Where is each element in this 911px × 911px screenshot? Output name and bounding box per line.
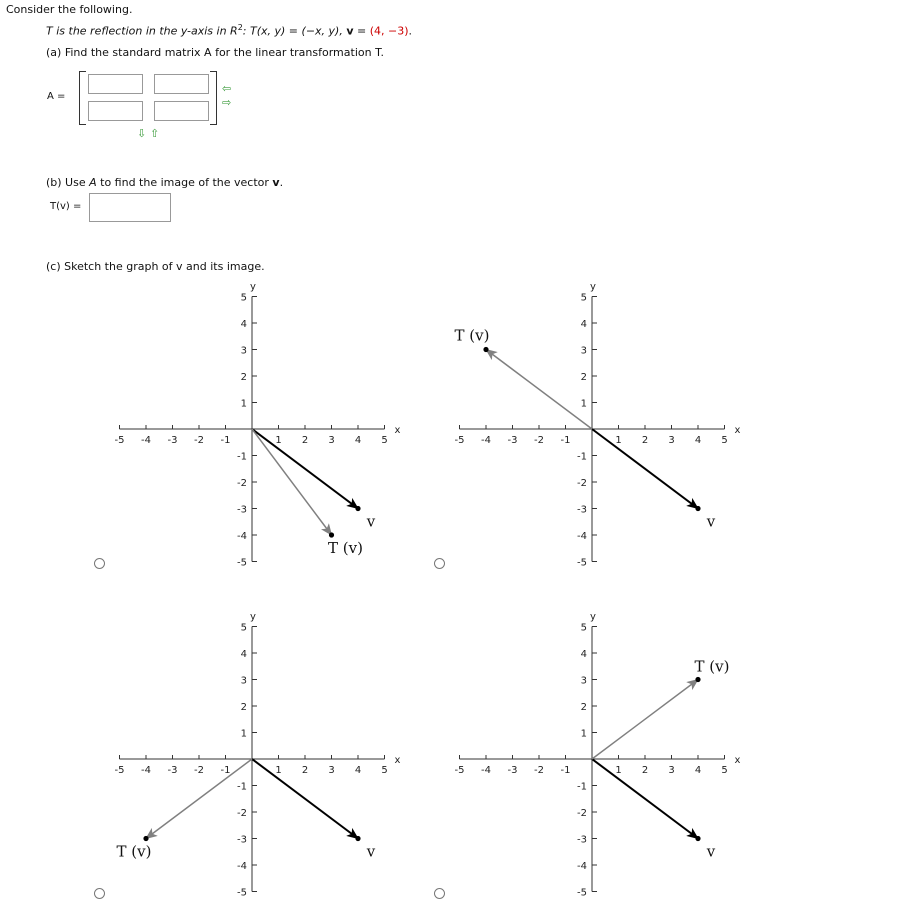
part-b-text-1: (b) Use xyxy=(46,176,90,189)
vector-symbol: v xyxy=(346,24,354,38)
x-tick-label: -5 xyxy=(114,765,125,776)
problem-text-1: T is the reflection in the y-axis in xyxy=(46,24,231,38)
y-tick-label: 4 xyxy=(240,319,247,330)
y-axis-label: y xyxy=(250,611,256,623)
y-tick-label: -3 xyxy=(237,504,247,516)
header-text: Consider the following. xyxy=(6,3,133,16)
y-tick-label: -5 xyxy=(237,557,247,569)
x-tick-label: 2 xyxy=(301,765,309,776)
vector-plot-2 xyxy=(455,282,741,569)
y-tick-label: -3 xyxy=(577,834,587,846)
vector-v-endpoint xyxy=(355,836,360,841)
vector-v-label: v xyxy=(706,842,716,861)
radio-option-4[interactable] xyxy=(434,888,445,899)
y-tick-label: 2 xyxy=(240,702,247,713)
vector-v-label: v xyxy=(366,842,376,861)
y-axis-label: y xyxy=(250,281,256,293)
x-tick-label: 4 xyxy=(354,765,362,776)
problem-text-4: . xyxy=(408,24,413,38)
x-tick-label: 3 xyxy=(668,765,675,776)
x-tick-label: 2 xyxy=(641,435,649,446)
y-tick-label: 1 xyxy=(580,398,587,410)
part-b-vector-symbol: v xyxy=(272,176,280,189)
y-tick-label: -3 xyxy=(577,504,587,516)
radio-option-3[interactable] xyxy=(94,888,105,899)
x-tick-label: -1 xyxy=(220,765,231,776)
y-tick-label: 2 xyxy=(580,372,587,383)
part-b-text-3: . xyxy=(279,176,284,189)
y-axis-label: y xyxy=(590,281,596,293)
y-tick-label: 4 xyxy=(580,649,587,660)
y-tick-label: -5 xyxy=(577,887,587,899)
x-axis-label: x xyxy=(394,755,401,766)
x-tick-label: 1 xyxy=(615,435,622,446)
x-tick-label: -4 xyxy=(141,435,151,446)
image-vector xyxy=(486,350,592,430)
y-tick-label: -5 xyxy=(237,887,247,899)
part-a-prompt: (a) Find the standard matrix A for the linear transformation T. xyxy=(46,46,384,59)
y-tick-label: 1 xyxy=(240,398,247,410)
x-tick-label: 4 xyxy=(354,435,362,446)
x-tick-label: -3 xyxy=(167,435,178,446)
r-symbol: R xyxy=(230,24,238,38)
image-vector-label: T (v) xyxy=(454,326,490,345)
vector-plot-4 xyxy=(455,612,741,899)
problem-text-3: = xyxy=(353,24,370,38)
image-vector-label: T (v) xyxy=(694,657,730,676)
x-tick-label: 3 xyxy=(328,435,335,446)
x-tick-label: -3 xyxy=(507,435,518,446)
y-tick-label: 3 xyxy=(580,345,587,357)
x-tick-label: 2 xyxy=(301,435,309,446)
y-tick-label: 5 xyxy=(580,622,587,634)
y-tick-label: -4 xyxy=(577,861,587,872)
matrix-label: A = xyxy=(47,91,66,102)
image-vector xyxy=(592,680,698,760)
y-tick-label: 5 xyxy=(580,292,587,304)
remove-row-arrow-icon[interactable]: ⇧ xyxy=(150,127,160,140)
x-tick-label: -5 xyxy=(454,435,465,446)
x-tick-label: -2 xyxy=(194,765,204,776)
x-tick-label: -5 xyxy=(454,765,465,776)
y-tick-label: -1 xyxy=(577,781,587,793)
y-tick-label: 3 xyxy=(240,345,247,357)
y-tick-label: -2 xyxy=(237,808,247,819)
x-axis-label: x xyxy=(734,755,741,766)
x-tick-label: -4 xyxy=(141,765,151,776)
y-tick-label: -4 xyxy=(237,861,247,872)
tv-label: T(v) = xyxy=(50,201,82,212)
x-tick-label: -2 xyxy=(534,765,544,776)
x-tick-label: 1 xyxy=(275,765,282,776)
y-axis-label: y xyxy=(590,611,596,623)
vector-v-label: v xyxy=(366,512,376,531)
y-tick-label: -2 xyxy=(577,808,587,819)
vector-plot-3 xyxy=(115,612,401,899)
y-tick-label: -3 xyxy=(237,834,247,846)
x-tick-label: -2 xyxy=(194,435,204,446)
x-tick-label: -5 xyxy=(114,435,125,446)
y-tick-label: 1 xyxy=(580,728,587,740)
x-tick-label: 2 xyxy=(641,765,649,776)
image-vector-endpoint xyxy=(695,677,700,682)
x-tick-label: 1 xyxy=(615,765,622,776)
y-tick-label: 2 xyxy=(580,702,587,713)
vector-v-endpoint xyxy=(355,506,360,511)
x-tick-label: 3 xyxy=(328,765,335,776)
x-tick-label: -3 xyxy=(507,765,518,776)
y-tick-label: 2 xyxy=(240,372,247,383)
x-tick-label: -1 xyxy=(560,435,571,446)
x-tick-label: -4 xyxy=(481,435,491,446)
x-tick-label: 3 xyxy=(668,435,675,446)
x-tick-label: 5 xyxy=(721,765,728,776)
y-tick-label: 1 xyxy=(240,728,247,740)
y-tick-label: 3 xyxy=(240,675,247,687)
x-tick-label: -1 xyxy=(220,435,231,446)
y-tick-label: 5 xyxy=(240,622,247,634)
part-b-matrix-symbol: A xyxy=(89,176,97,189)
x-axis-label: x xyxy=(734,425,741,436)
vector-v-endpoint xyxy=(695,836,700,841)
vector-v-endpoint xyxy=(695,506,700,511)
r-superscript: 2 xyxy=(237,23,243,32)
y-tick-label: -2 xyxy=(237,478,247,489)
x-tick-label: -4 xyxy=(481,765,491,776)
image-vector-endpoint xyxy=(143,836,148,841)
vector-value: (4, −3) xyxy=(369,24,409,38)
image-vector-endpoint xyxy=(483,347,488,352)
part-b-text-2: to find the image of the vector xyxy=(96,176,273,189)
y-tick-label: 5 xyxy=(240,292,247,304)
x-axis-label: x xyxy=(394,425,401,436)
part-c-prompt: (c) Sketch the graph of v and its image. xyxy=(46,260,265,273)
radio-option-1[interactable] xyxy=(94,558,105,569)
y-tick-label: -5 xyxy=(577,557,587,569)
x-tick-label: -3 xyxy=(167,765,178,776)
y-tick-label: -4 xyxy=(237,531,247,542)
add-column-arrow-icon[interactable]: ⇨ xyxy=(222,96,232,109)
x-tick-label: 1 xyxy=(275,435,282,446)
y-tick-label: -1 xyxy=(237,451,247,463)
x-tick-label: 5 xyxy=(381,435,388,446)
add-row-arrow-icon[interactable]: ⇩ xyxy=(137,127,147,140)
x-tick-label: -2 xyxy=(534,435,544,446)
x-tick-label: -1 xyxy=(560,765,571,776)
y-tick-label: 4 xyxy=(580,319,587,330)
y-tick-label: -1 xyxy=(577,451,587,463)
x-tick-label: 4 xyxy=(694,765,702,776)
problem-text-2: : T(x, y) = (−x, y), xyxy=(242,24,347,38)
image-vector-label: T (v) xyxy=(116,842,152,861)
image-vector-endpoint xyxy=(329,532,334,537)
remove-column-arrow-icon[interactable]: ⇦ xyxy=(222,82,232,95)
y-tick-label: -4 xyxy=(577,531,587,542)
image-vector-label: T (v) xyxy=(328,539,363,557)
image-vector xyxy=(252,429,335,535)
x-tick-label: 4 xyxy=(694,435,702,446)
vector-plot-1 xyxy=(115,282,401,569)
y-tick-label: -1 xyxy=(237,781,247,793)
x-tick-label: 5 xyxy=(721,435,728,446)
y-tick-label: -2 xyxy=(577,478,587,489)
y-tick-label: 4 xyxy=(240,649,247,660)
y-tick-label: 3 xyxy=(580,675,587,687)
x-tick-label: 5 xyxy=(381,765,388,776)
vector-v-label: v xyxy=(706,512,716,531)
radio-option-2[interactable] xyxy=(434,558,445,569)
